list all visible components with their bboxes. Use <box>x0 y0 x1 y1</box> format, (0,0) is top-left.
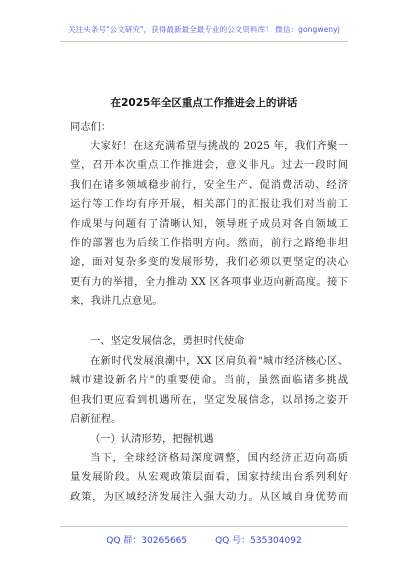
paragraph-line: 当下，全球经济格局深度调整，国内经济正迈向高质 <box>90 452 348 464</box>
paragraph-line: 途，面对复杂多变的发展形势，我们必须以更坚定的决心 <box>70 256 348 269</box>
paragraph-line: 更有力的举措，全力推动 XX 区各项事业迈向新高度。接下 <box>70 275 348 288</box>
paragraph-line: 作的部署也为后续工作指明方向。然而，前行之路绝非坦 <box>70 237 348 250</box>
subsection-heading-1 <box>70 430 348 449</box>
paragraph-line: 城市建设新名片"的重要使命。当前，虽然面临诸多挑战 <box>70 374 348 387</box>
header-banner: 关注头条号"公文研究"，获得最新最全最专业的公文资料库！ 微信：gongwenyj <box>68 25 340 34</box>
paragraph-line: 启新征程。 <box>70 413 122 426</box>
paragraph-3 <box>70 449 348 507</box>
paragraph-line: 运行等工作均有序开展，相关部门的汇报让我们对当前工 <box>70 198 348 211</box>
paragraph-line: 作成果与问题有了清晰认知，领导班子成员对各自领域工 <box>70 217 348 230</box>
header-divider <box>60 41 348 42</box>
salutation <box>70 118 348 137</box>
paragraph-line: 但我们更应看到机遇所在，坚定发展信念，以昂扬之姿开 <box>70 393 348 406</box>
footer-divider <box>60 526 348 527</box>
footer-qq-number: QQ 号：535304092 <box>215 536 302 546</box>
paragraph-line: 我们在诸多领域稳步前行，安全生产、促消费活动、经济 <box>70 178 348 191</box>
paragraph-line: 大家好！在这充满希望与挑战的 2025 年，我们齐聚一 <box>90 140 348 152</box>
paragraph-line: 量发展阶段。从宏观政策层面看，国家持续出台系列利好 <box>70 471 348 484</box>
subsection-heading-1-text: （一）认清形势，把握机遇 <box>90 433 214 445</box>
paragraph-2 <box>70 352 348 430</box>
document-title: 在2025年全区重点工作推进会上的讲话 <box>110 97 298 109</box>
paragraph-line: 在新时代发展浪潮中，XX 区肩负着"城市经济核心区、 <box>90 355 348 367</box>
section-heading-1-text: 一、坚定发展信念，勇担时代使命 <box>90 335 245 347</box>
paragraph-line: 堂，召开本次重点工作推进会，意义非凡。过去一段时间 <box>70 159 348 172</box>
section-heading-1 <box>70 332 348 351</box>
paragraph-line: 政策，为区域经济发展注入强大动力。从区域自身优势而 <box>70 490 348 503</box>
footer-qq-group: QQ 群：30265665 <box>106 536 188 546</box>
paragraph-1 <box>70 137 348 312</box>
footer-contacts <box>0 533 408 546</box>
paragraph-line: 来，我讲几点意见。 <box>70 295 163 308</box>
salutation-text: 同志们： <box>70 121 112 133</box>
